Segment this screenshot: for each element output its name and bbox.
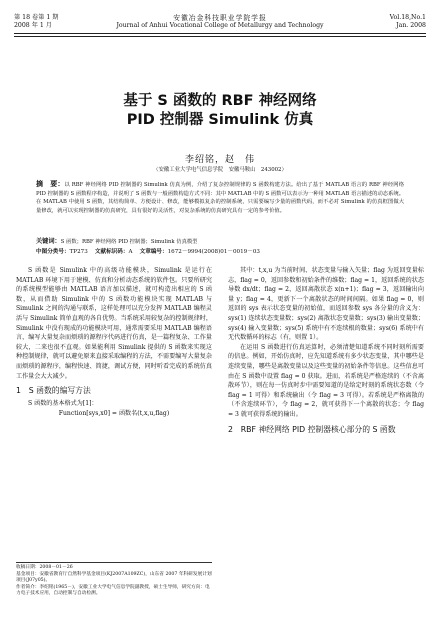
title-line-1: 基于 S 函数的 RBF 神经网络	[123, 93, 317, 109]
header-date-line: 2008 年 1 月	[14, 22, 52, 29]
footnotes	[16, 562, 212, 598]
journal-name-cn: 安徽冶金科技职业学院学报	[173, 14, 267, 22]
clc-label: 中图分类号：	[36, 249, 70, 255]
clc-value: TP273	[69, 249, 88, 255]
abstract	[36, 180, 404, 215]
article-id-label: 文章编号：	[139, 249, 168, 255]
keywords-label: 关键词：	[36, 238, 61, 245]
abstract-text: 以 RBF 神经网络 PID 控制器的 Simulink 仿真为例，介绍了复杂控制规律的 S 函数构建方法。给出了基于 MATLAB 语言的 RBF 神经网络 PID 控制器的 S 函数程序构造，并说明了 S 函数与一般函数构造方式不同：其中 MATLAB 中的 S 函数可以表示为一种用 MATLAB 语言描述的动态系统。在 MATLAB 中使用 S 函数，其结构简单、方便设计、修改，能够模拟复杂的控制系统，只需要编写少量的函数代码，而不必对 Simulink 的仿真框图做大量修改，就可以实现控制器的仿真研究，具有很好的灵活性，对复杂系统的仿真研究具有一定的参考价值。	[36, 182, 404, 214]
simulation-info-paragraph: 在运用 S 函数进行仿真运算时，必须清楚知道系统不同时刻所需要的信息。例如，开始仿真时，应先知道系统有多少状态变量，其中哪些是连续变量，哪些是离散变量以及这些变量的初始条件等信息。这些信息可由在 S 函数中设置 flag = 0 获取。进而，若系统是严格连续的（不含离散环节），则在每一仿真时步中需要知道的是给定时刻的系统状态数（令 flag = 1 可得）和系统输出（令 flag = 3 可得）。若系统是严格离散的（不含连续环节），令 flag = 2，就可获得下一个离散的状态；令 flag = 3 就可获得系统的输出。	[228, 343, 424, 418]
sfunc-format-text: S 函数的基本格式为[1]：	[28, 400, 98, 408]
header-date-en-line: Jan. 2008	[396, 22, 426, 29]
header-volume-en	[390, 14, 426, 30]
section-heading-1: 1 S 函数的编写方法	[16, 386, 91, 396]
right-column	[228, 266, 424, 438]
title-line-2: PID 控制器 Simulink 仿真	[126, 112, 314, 128]
authors: 李绍铭，赵 伟	[184, 155, 255, 165]
journal-name-en: Journal of Anhui Vocational College of Metallurgy and Technology	[116, 22, 324, 29]
left-column	[16, 266, 212, 418]
sfunc-signature: Function[sys,x0] = 函数名(t,x,u,flag)	[58, 409, 170, 417]
flag-description-paragraph: 其中：t,x,u 为当前时间、状态变量与输入矢量；flag 为返回变量标志，flag = 0，返回参数和初始条件的维数；flag = 1，返回系统的状态导数 dx/dt；flag = 2，返回离散状态 x(n+1)；flag = 3，返回输出向量 y；flag = 4，更新下一个离散状态的时间间隔。如果 flag = 0，则返回的 sys 表示状态变量的初始值，而返回参数 sys 各分量的含义为：sys(1) 连续状态变量数；sys(2) 离散状态变量数；sys(3) 输出变量数；sys(4) 输入变量数；sys(5) 系统中有不连续根的数量；sys(6) 系统中有无代数循环的标志（有，则置 1）。	[228, 267, 424, 342]
intro-paragraph: S 函数是 Simulink 中的高级功能模块，Simulink 是运行在 MATLAB 环境下用于建模、仿真和分析动态系统的软件包。只要所研究的系统模型能够由 MATLAB 语言加以描述，就可构造出相应的 S 函数，从而借助 Simulink 中的 S 函数功能模块实现 MATLAB 与 Simulink 之间的沟通与联系，这样处理可以充分发挥 MATLAB 编程灵活与 Simulink 简单直观的各自优势。当系统采用较复杂的控制规律时，Simulink 中没有现成的功能模块可用，通常需要采用 MATLAB 编程语言，编写大量复杂而烦琐的源程序代码进行仿真，是一篇程复杂、工作量较大，二来也很不直观。如果能利用 Simulink 提供的 S 函数来实现这种控制规律，就可以避免原来直接采取编程的方法，不需要编写大量复杂而烦琐的源程序，编程快速、简捷，调试方便，同时听看完成的系统仿真工作量会大大减少。	[16, 267, 212, 380]
header-rule-thin	[14, 36, 426, 37]
header-volume-line: 第 18 卷第 1 期	[14, 14, 59, 21]
doc-code-label: 文献标识码：	[94, 249, 129, 255]
classification-line	[36, 248, 404, 256]
keywords-text: S 函数；RBF 神经网络 PID 控制器；Simulink 仿真模型	[60, 239, 198, 245]
header-rule-thick	[14, 33, 426, 34]
article-id-value: 1672－9994(2008)01－0019－03	[167, 249, 260, 255]
journal-header	[14, 14, 426, 48]
header-journal-name	[14, 14, 426, 30]
header-vol-en-line: Vol.18,No.1	[389, 14, 426, 21]
keywords	[36, 238, 404, 246]
footnote-bio: 作者简介：李绍铭(1965－)，安徽工业大学电气信息学院副教授，硕士生导师，研究方向：电力电子技术应用，自动控制与自动检测。	[16, 584, 210, 597]
section-heading-2: 2 RBF 神经网络 PID 控制器核心部分的 S 函数	[228, 424, 396, 434]
footnote-received: 收稿日期：2008－01－26	[16, 565, 73, 570]
doc-code-value: A	[128, 249, 133, 255]
article-title	[0, 92, 440, 130]
footnote-fund: 基金项目：安徽省教育厅自然科学基金项目(KJ2007A109ZC)，山东省 2007 年科研发展计划项目(J07y05)。	[16, 571, 212, 584]
affiliation: （安徽工业大学电气信息学院 安徽马鞍山 243002）	[153, 167, 287, 173]
abstract-label: 摘 要：	[36, 180, 65, 188]
